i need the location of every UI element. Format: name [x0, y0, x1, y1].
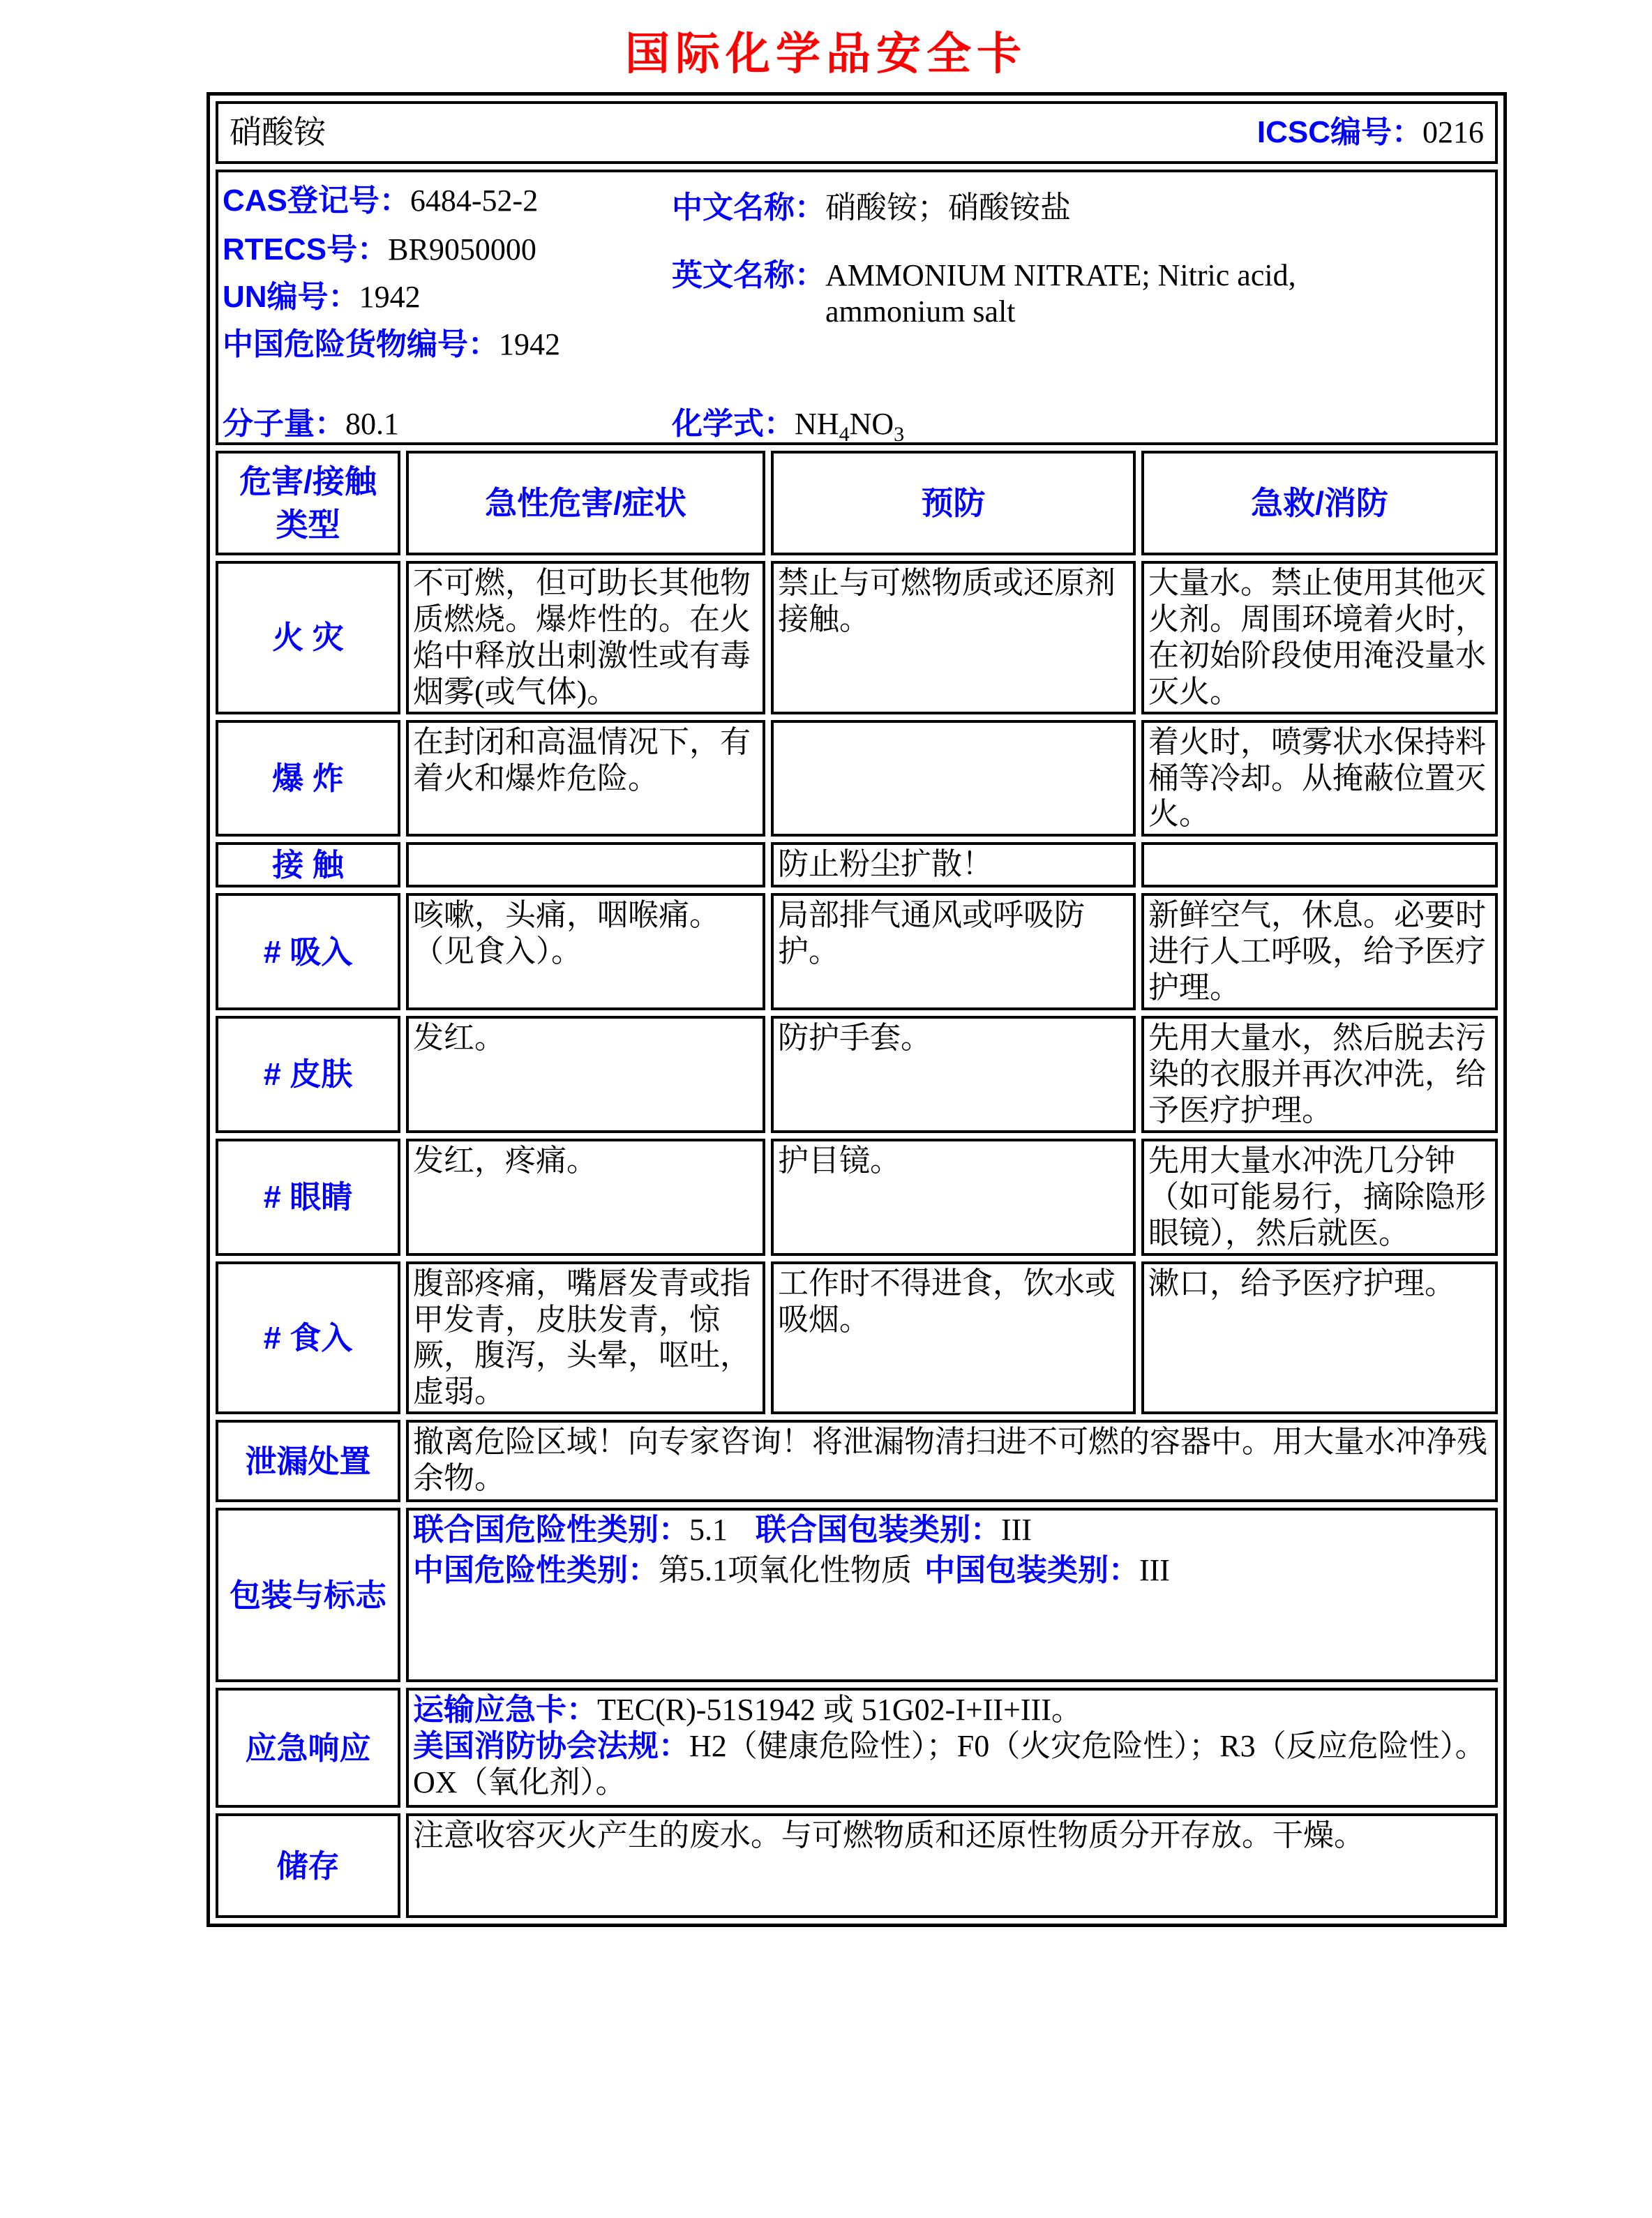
- contact-symptoms-cell: [406, 842, 765, 887]
- molecular-weight-line: [223, 406, 399, 442]
- contact-prevention-cell: 防止粉尘扩散！: [771, 842, 1136, 887]
- explosion-type-cell: 爆 炸: [216, 720, 400, 837]
- eyes-type-cell: # 眼睛: [216, 1139, 400, 1256]
- cn-hazard-class-value: 第5.1项氧化性物质: [659, 1553, 912, 1588]
- section-row-spill: [216, 1420, 1498, 1502]
- hazard-header-row: [216, 451, 1498, 555]
- inhalation-first-aid-cell: 新鲜空气，休息。必要时进行人工呼吸，给予医疗护理。: [1141, 893, 1498, 1010]
- un-hazard-class-value: 5.1: [689, 1513, 728, 1548]
- china-dg-number-line: [223, 327, 560, 363]
- fire-prevention-cell: 禁止与可燃物质或还原剂接触。: [771, 561, 1136, 714]
- packaging-content-cell: [406, 1508, 1498, 1682]
- storage-content-cell: 注意收容灭火产生的废水。与可燃物质和还原性物质分开存放。干燥。: [406, 1813, 1498, 1918]
- ingestion-prevention-cell: 工作时不得进食，饮水或吸烟。: [771, 1261, 1136, 1415]
- hazard-row-explosion: [216, 720, 1498, 837]
- cn-hazard-class-label: 中国危险性类别：: [413, 1553, 659, 1588]
- transport-card-label: 运输应急卡：: [413, 1693, 597, 1728]
- fire-symptoms-cell: 不可燃，但可助长其他物质燃烧。爆炸性的。在火焰中释放出刺激性或有毒烟雾(或气体)。: [406, 561, 765, 714]
- identifiers-cell: [216, 170, 1498, 445]
- inhalation-symptoms-cell: 咳嗽，头痛，咽喉痛。（见食入）。: [406, 893, 765, 1010]
- cas-number-line: [223, 183, 538, 219]
- skin-type-cell: # 皮肤: [216, 1016, 400, 1133]
- un-number-value: 1942: [359, 280, 421, 314]
- un-number-line: [223, 279, 421, 315]
- chemical-formula-value: $NH_4NO_3$: [795, 407, 905, 445]
- eyes-prevention-cell: 护目镜。: [771, 1139, 1136, 1256]
- rtecs-number-line: [223, 232, 536, 268]
- un-packing-group-label: 联合国包装类别：: [756, 1513, 1001, 1548]
- nfpa-code-value: H2（健康危险性）；F0（火灾危险性）；R3（反应危险性）。OX（氧化剂）。: [413, 1729, 1486, 1800]
- skin-first-aid-cell: 先用大量水，然后脱去污染的衣服并再次冲洗，给予医疗护理。: [1141, 1016, 1498, 1133]
- cas-label: CAS登记号：: [223, 183, 410, 218]
- ingestion-first-aid-cell: 漱口，给予医疗护理。: [1141, 1261, 1498, 1415]
- packaging-un-line: [413, 1512, 1491, 1548]
- contact-type-cell: 接 触: [216, 842, 400, 887]
- cn-packing-group-value: III: [1139, 1553, 1170, 1588]
- explosion-first-aid-cell: 着火时，喷雾状水保持料桶等冷却。从掩蔽位置灭火。: [1141, 720, 1498, 837]
- explosion-symptoms-cell: 在封闭和高温情况下，有着火和爆炸危险。: [406, 720, 765, 837]
- emergency-content-cell: [406, 1688, 1498, 1808]
- inhalation-prevention-cell: 局部排气通风或呼吸防护。: [771, 893, 1136, 1010]
- molecular-weight-value: 80.1: [345, 407, 399, 441]
- section-row-packaging: [216, 1508, 1498, 1682]
- icsc-number-group: [1257, 114, 1484, 151]
- spill-content-cell: 撤离危险区域！向专家咨询！将泄漏物清扫进不可燃的容器中。用大量水冲净残余物。: [406, 1420, 1498, 1502]
- header-first-aid: 急救/消防: [1141, 451, 1498, 555]
- chemical-formula-label: 化学式：: [672, 407, 795, 441]
- explosion-prevention-cell: [771, 720, 1136, 837]
- icsc-card-table: [206, 92, 1507, 1927]
- skin-symptoms-cell: 发红。: [406, 1016, 765, 1133]
- rtecs-label: RTECS号：: [223, 232, 389, 267]
- un-hazard-class-label: 联合国危险性类别：: [413, 1513, 689, 1548]
- packaging-cn-line: [413, 1552, 1491, 1589]
- un-number-label: UN编号：: [223, 280, 359, 314]
- storage-label-cell: 储存: [216, 1813, 400, 1918]
- packaging-label-cell: 包装与标志: [216, 1508, 400, 1682]
- emergency-label-cell: 应急响应: [216, 1688, 400, 1808]
- fire-first-aid-cell: 大量水。禁止使用其他灭火剂。周围环境着火时，在初始阶段使用淹没量水灭火。: [1141, 561, 1498, 714]
- substance-header-cell: [216, 101, 1498, 164]
- section-row-storage: [216, 1813, 1498, 1918]
- nfpa-code-label: 美国消防协会法规：: [413, 1729, 689, 1764]
- chemical-formula-line: [672, 406, 904, 445]
- section-row-emergency: [216, 1688, 1498, 1808]
- substance-name: 硝酸铵: [230, 114, 326, 150]
- icsc-number-label: ICSC编号：: [1256, 115, 1422, 150]
- hazard-row-contact: [216, 842, 1498, 887]
- china-dg-label: 中国危险货物编号：: [223, 327, 499, 361]
- header-acute-symptoms: 急性危害/症状: [406, 451, 765, 555]
- contact-first-aid-cell: [1141, 842, 1498, 887]
- china-dg-value: 1942: [499, 327, 560, 361]
- hazard-row-inhalation: [216, 893, 1498, 1010]
- hazard-row-eyes: [216, 1139, 1498, 1256]
- emergency-tec-line: [413, 1692, 1491, 1728]
- icsc-number-value: 0216: [1422, 115, 1484, 150]
- un-packing-group-value: III: [1001, 1513, 1032, 1548]
- chinese-name-line: [672, 190, 1071, 226]
- cas-value: 6484-52-2: [410, 183, 539, 218]
- skin-prevention-cell: 防护手套。: [771, 1016, 1136, 1133]
- ingestion-symptoms-cell: 腹部疼痛，嘴唇发青或指甲发青，皮肤发青，惊厥，腹泻，头晕，呕吐，虚弱。: [406, 1261, 765, 1415]
- fire-type-cell: 火 灾: [216, 561, 400, 714]
- ingestion-type-cell: # 食入: [216, 1261, 400, 1415]
- spill-label-cell: 泄漏处置: [216, 1420, 400, 1502]
- header-prevention: 预防: [771, 451, 1136, 555]
- substance-header-row: [216, 101, 1498, 164]
- english-name-line: [672, 257, 1467, 330]
- inhalation-type-cell: # 吸入: [216, 893, 400, 1010]
- english-name-value: AMMONIUM NITRATE; Nitric acid, ammonium salt: [825, 258, 1296, 329]
- cn-packing-group-label: 中国包装类别：: [924, 1553, 1139, 1588]
- rtecs-value: BR9050000: [388, 232, 536, 267]
- chinese-name-label: 中文名称：: [672, 190, 825, 225]
- emergency-nfpa-line: [413, 1728, 1491, 1801]
- hazard-row-skin: [216, 1016, 1498, 1133]
- document-title: 国际化学品安全卡: [625, 29, 1027, 79]
- eyes-symptoms-cell: 发红，疼痛。: [406, 1139, 765, 1256]
- identifiers-row: [216, 170, 1498, 445]
- hazard-row-ingestion: [216, 1261, 1498, 1415]
- chinese-name-value: 硝酸铵；硝酸铵盐: [825, 190, 1071, 225]
- header-hazard-type: 危害/接触 类型: [216, 451, 400, 555]
- eyes-first-aid-cell: 先用大量水冲洗几分钟（如可能易行，摘除隐形眼镜），然后就医。: [1141, 1139, 1498, 1256]
- molecular-weight-label: 分子量：: [223, 407, 345, 441]
- transport-card-value: TEC(R)-51S1942 或 51G02-I+II+III。: [597, 1693, 1082, 1728]
- hazard-row-fire: [216, 561, 1498, 714]
- english-name-label: 英文名称：: [672, 258, 825, 292]
